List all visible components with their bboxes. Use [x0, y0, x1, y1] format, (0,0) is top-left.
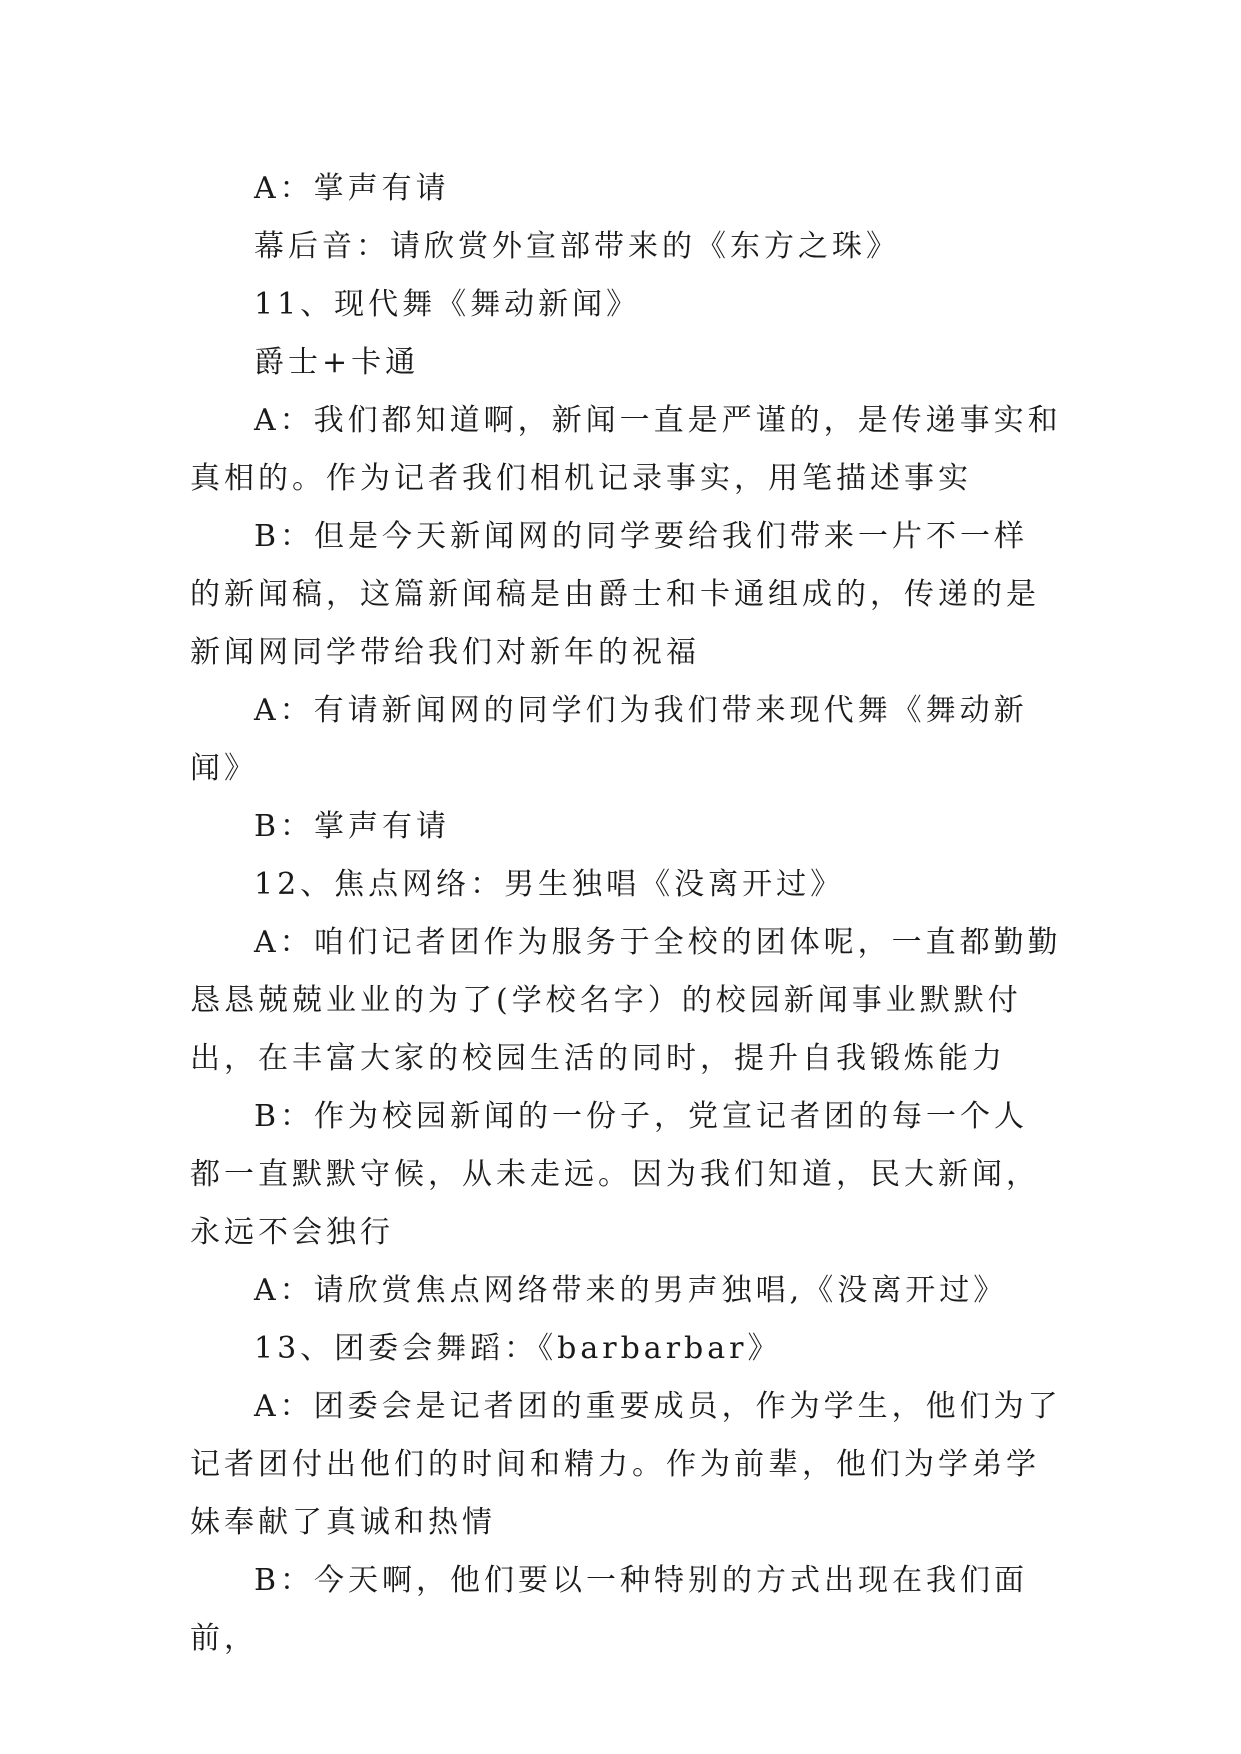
paragraph: 幕后音：请欣赏外宣部带来的《东方之珠》: [254, 229, 900, 264]
paragraph: A：掌声有请: [254, 171, 450, 206]
document-body: [190, 160, 1062, 1668]
paragraph: A：请欣赏焦点网络带来的男声独唱,《没离开过》: [254, 1273, 1008, 1308]
paragraph: B：掌声有请: [254, 809, 451, 844]
paragraph: B：作为校园新闻的一份子，党宣记者团的每一个人都一直默默守候，从未走远。因为我们知道，民大新闻，永远不会独行: [190, 1099, 1040, 1250]
paragraph: A：我们都知道啊，新闻一直是严谨的，是传递事实和真相的。作为记者我们相机记录事实，用笔描述事实: [190, 403, 1062, 496]
paragraph: B：但是今天新闻网的同学要给我们带来一片不一样的新闻稿，这篇新闻稿是由爵士和卡通组成的，传递的是新闻网同学带给我们对新年的祝福: [190, 519, 1040, 670]
paragraph: B：今天啊，他们要以一种特别的方式出现在我们面前，: [190, 1563, 1029, 1656]
section-heading: 11、现代舞《舞动新闻》: [254, 287, 641, 322]
section-heading: 13、团委会舞蹈：《barbarbar》: [254, 1331, 782, 1366]
section-heading: 12、焦点网络：男生独唱《没离开过》: [254, 867, 845, 902]
paragraph: A：有请新闻网的同学们为我们带来现代舞《舞动新闻》: [190, 693, 1028, 786]
paragraph: A：团委会是记者团的重要成员，作为学生，他们为了记者团付出他们的时间和精力。作为前辈，他们为学弟学妹奉献了真诚和热情: [190, 1389, 1062, 1540]
paragraph: A：咱们记者团作为服务于全校的团体呢，一直都勤勤恳恳兢兢业业的为了(学校名字）的校园新闻事业默默付出，在丰富大家的校园生活的同时，提升自我锻炼能力: [190, 925, 1062, 1076]
paragraph: 爵士+卡通: [254, 345, 420, 380]
